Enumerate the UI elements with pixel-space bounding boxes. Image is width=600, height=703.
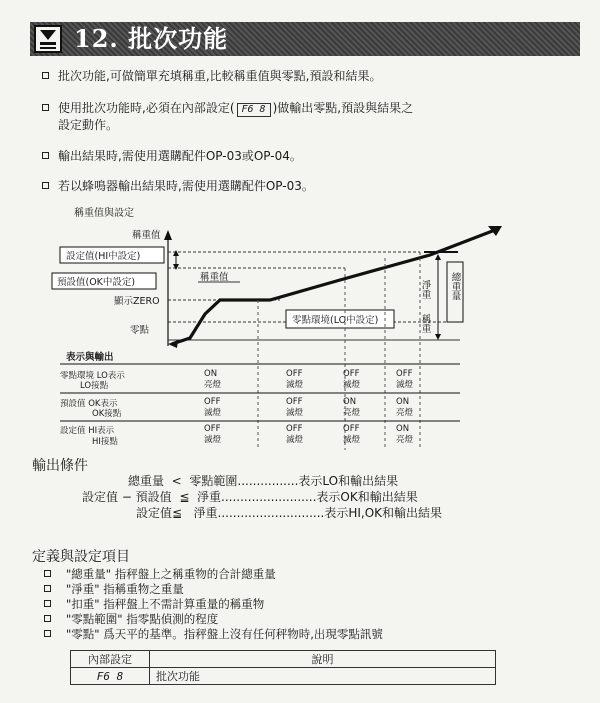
- curve-start-arrow-icon: [168, 340, 178, 348]
- row-label: HI接點: [92, 437, 118, 447]
- svg-text:OFF: OFF: [396, 369, 413, 379]
- svg-text:滅燈: 滅燈: [286, 380, 304, 390]
- zero-display-label: 顯示ZERO: [114, 296, 160, 307]
- list-item: "總重量" 指秤盤上之稱重物的合計總重量: [66, 566, 276, 582]
- row-label: LO接點: [80, 381, 109, 391]
- svg-text:滅燈: 滅燈: [286, 408, 304, 418]
- column-header: 內部設定: [71, 651, 150, 668]
- svg-text:滅燈: 滅燈: [343, 435, 361, 445]
- square-bullet-icon: [44, 585, 51, 592]
- settings-table: [70, 650, 496, 685]
- lo-setting-label: 零點環境(LO中設定): [292, 315, 379, 326]
- tare-label: 稱重: [419, 314, 431, 333]
- square-bullet-icon: [42, 72, 49, 79]
- diagram-caption: 稱重值與設定: [74, 208, 134, 219]
- svg-text:OFF: OFF: [204, 397, 221, 407]
- setting-code-cell: F6 8: [71, 668, 150, 685]
- svg-text:ON: ON: [204, 369, 218, 379]
- svg-text:OFF: OFF: [286, 397, 303, 407]
- conditions-title: 輸出條件: [32, 458, 88, 474]
- hi-setting-label: 設定值(HI中設定): [66, 251, 141, 262]
- list-item: "零點" 爲天平的基準。指秤盤上沒有任何秤物時,出現零點訊號: [66, 626, 383, 642]
- svg-text:滅燈: 滅燈: [343, 380, 361, 390]
- square-bullet-icon: [44, 630, 51, 637]
- list-item: [58, 148, 558, 164]
- weight-label: 稱重值: [200, 272, 229, 283]
- svg-text:OFF: OFF: [343, 369, 360, 379]
- ok-setting-label: 預設值(OK中設定): [57, 277, 136, 288]
- list-item: "扣重" 指秤盤上不需計算重量的稱重物: [66, 596, 264, 612]
- gross-label: 總重量: [449, 272, 461, 301]
- svg-text:亮燈: 亮燈: [396, 435, 414, 445]
- square-bullet-icon: [44, 570, 51, 577]
- row-label: 設定值 HI表示: [60, 426, 115, 436]
- page-title: 12. 批次功能: [74, 24, 229, 53]
- definitions-title: 定義與設定項目: [32, 549, 130, 565]
- bullet-text: 若以蜂鳴器輸出結果時,需使用選購配件OP-03。: [58, 179, 314, 193]
- setting-description-cell: 批次功能: [150, 668, 496, 685]
- svg-text:滅燈: 滅燈: [396, 380, 414, 390]
- table-row: [71, 668, 496, 685]
- batch-weighing-diagram: [40, 200, 580, 450]
- bullet-text: 輸出結果時,需使用選購配件OP-03或OP-04。: [58, 149, 302, 163]
- table-header-row: [71, 651, 496, 668]
- list-item: [58, 68, 558, 84]
- setting-code: F6 8: [237, 103, 271, 117]
- svg-text:亮燈: 亮燈: [396, 408, 414, 418]
- svg-text:ON: ON: [343, 397, 357, 407]
- svg-text:OFF: OFF: [286, 424, 303, 434]
- column-header: 說明: [150, 651, 496, 668]
- list-item: "淨重" 指稱重物之重量: [66, 581, 184, 597]
- svg-text:滅燈: 滅燈: [204, 435, 222, 445]
- condition-line: 總重量 < 零點範圍................表示LO和輸出結果: [128, 474, 399, 488]
- y-axis-arrow-icon: [164, 230, 172, 240]
- square-bullet-icon: [44, 600, 51, 607]
- status-table: [60, 369, 460, 447]
- svg-text:滅燈: 滅燈: [286, 435, 304, 445]
- net-label: 淨重: [419, 280, 431, 299]
- definitions-list: [66, 566, 546, 646]
- axis-label: 稱重值: [132, 230, 161, 241]
- list-item: [58, 178, 558, 194]
- condition-line: 設定值≦ 淨重............................表示HI,OK和輸出結果: [136, 506, 443, 520]
- zero-point-label: 零點: [130, 325, 150, 336]
- square-bullet-icon: [42, 182, 49, 189]
- table-title: 表示與輸出: [66, 352, 114, 363]
- section-header: [30, 22, 580, 56]
- svg-text:OFF: OFF: [343, 424, 360, 434]
- square-bullet-icon: [44, 615, 51, 622]
- bullet-text: 批次功能,可做簡單充填稱重,比較稱重值與零點,預設和結果。: [58, 69, 382, 83]
- bullet-text: )做輸出零點,預設與結果之: [272, 101, 414, 115]
- svg-text:滅燈: 滅燈: [204, 408, 222, 418]
- row-label: 預設值 OK表示: [60, 399, 118, 409]
- bullet-text: 使用批次功能時,必須在內部設定(: [58, 101, 235, 115]
- svg-text:ON: ON: [396, 424, 410, 434]
- svg-text:OFF: OFF: [204, 424, 221, 434]
- svg-text:亮燈: 亮燈: [343, 408, 361, 418]
- row-label: OK接點: [92, 409, 122, 419]
- svg-text:ON: ON: [396, 397, 410, 407]
- weigh-down-arrow-icon: [34, 25, 62, 53]
- square-bullet-icon: [42, 152, 49, 159]
- row-label: 零點環境 LO表示: [60, 371, 125, 381]
- list-item: [58, 100, 558, 133]
- list-item: "零點範圍" 指零點偵測的程度: [66, 611, 218, 627]
- svg-text:亮燈: 亮燈: [204, 380, 222, 390]
- bullet-text: 設定動作。: [58, 118, 119, 132]
- square-bullet-icon: [42, 104, 49, 111]
- svg-text:OFF: OFF: [286, 369, 303, 379]
- condition-line: 設定值 − 預設值 ≦ 淨重.........................表示OK和輸出結果: [82, 490, 418, 504]
